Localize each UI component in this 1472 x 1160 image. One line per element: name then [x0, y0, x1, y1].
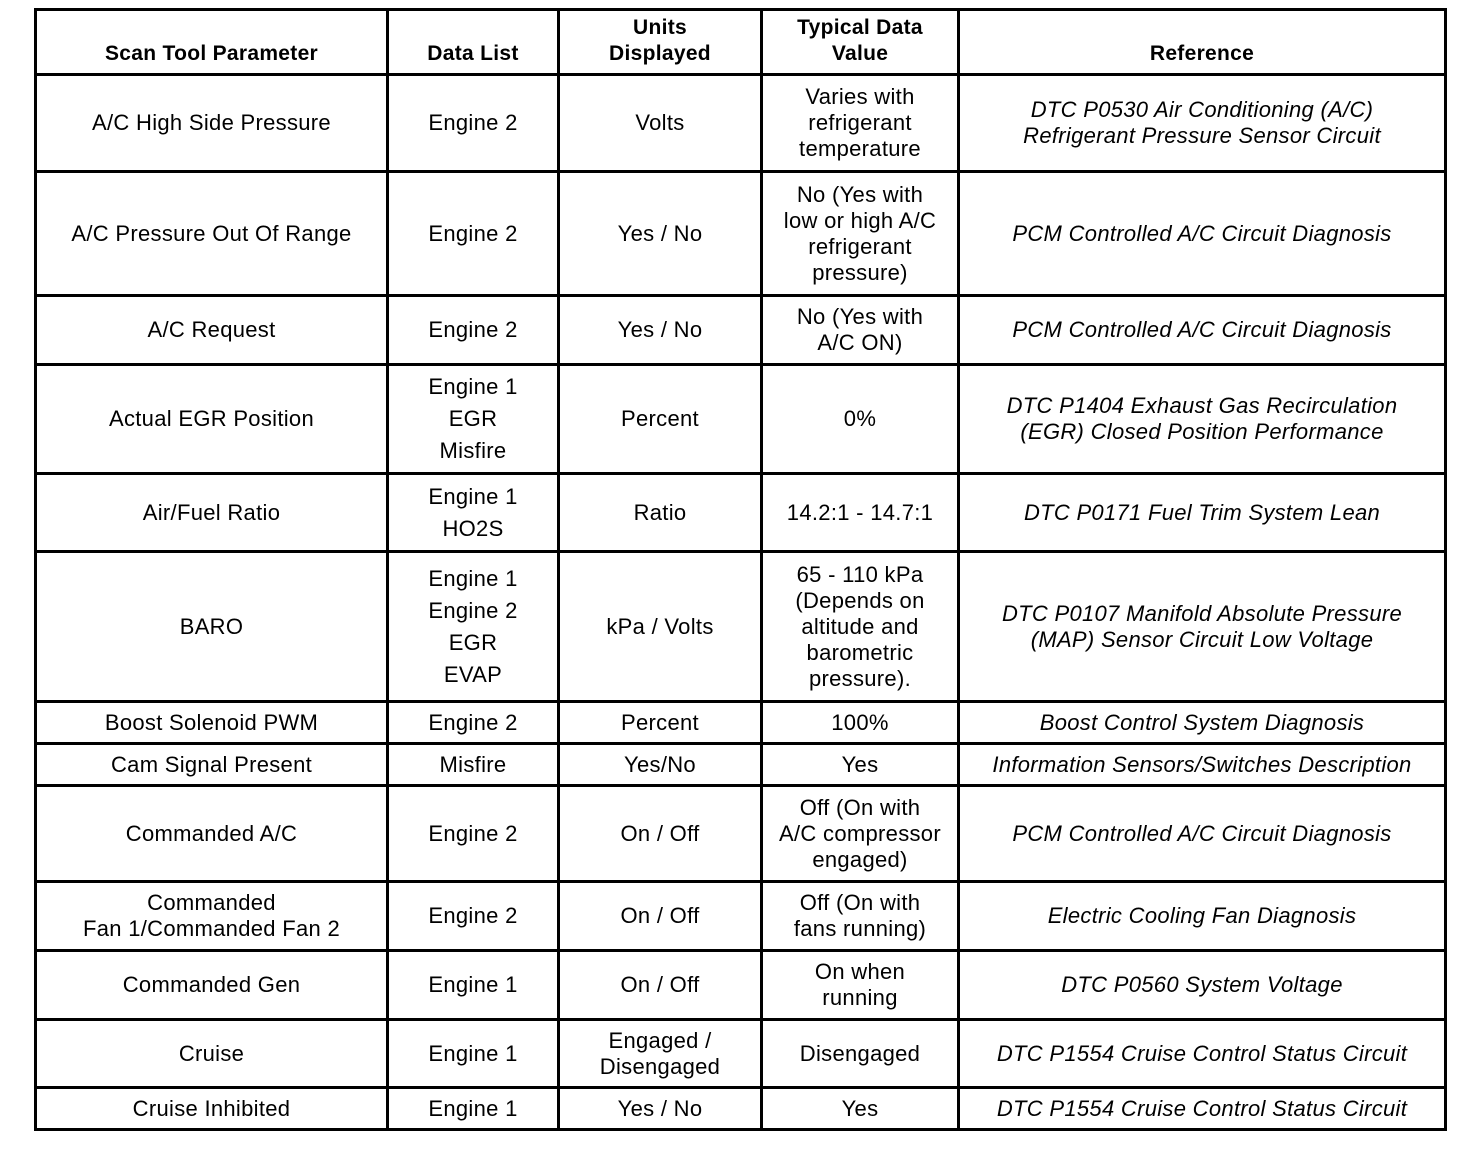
table-row: [36, 702, 1446, 744]
header-data-list: Data List: [388, 10, 559, 75]
cell-typical-value: 0%: [762, 365, 959, 474]
cell-units: Yes/No: [559, 744, 762, 786]
cell-units: On / Off: [559, 786, 762, 882]
cell-parameter: BARO: [36, 552, 388, 702]
cell-parameter: Cruise Inhibited: [36, 1088, 388, 1130]
cell-units: Percent: [559, 702, 762, 744]
cell-typical-value: 100%: [762, 702, 959, 744]
cell-data-list: Engine 2: [388, 172, 559, 296]
cell-units: Yes / No: [559, 1088, 762, 1130]
cell-parameter: A/C Request: [36, 296, 388, 365]
cell-units: Yes / No: [559, 296, 762, 365]
cell-data-list: Misfire: [388, 744, 559, 786]
table-body: [36, 75, 1446, 1130]
table-row: [36, 1020, 1446, 1088]
cell-units: Engaged / Disengaged: [559, 1020, 762, 1088]
cell-data-list: Engine 2: [388, 702, 559, 744]
cell-parameter: A/C High Side Pressure: [36, 75, 388, 172]
cell-data-list: Engine 1 HO2S: [388, 474, 559, 552]
cell-reference: DTC P1404 Exhaust Gas Recirculation (EGR) Closed Position Performance: [959, 365, 1446, 474]
cell-data-list: Engine 1: [388, 1088, 559, 1130]
table-row: [36, 951, 1446, 1020]
cell-reference: Boost Control System Diagnosis: [959, 702, 1446, 744]
header-units-displayed: Units Displayed: [559, 10, 762, 75]
cell-typical-value: Yes: [762, 1088, 959, 1130]
table-row: [36, 744, 1446, 786]
cell-reference: DTC P1554 Cruise Control Status Circuit: [959, 1088, 1446, 1130]
cell-parameter: Boost Solenoid PWM: [36, 702, 388, 744]
cell-typical-value: No (Yes with low or high A/C refrigerant pressure): [762, 172, 959, 296]
cell-typical-value: Yes: [762, 744, 959, 786]
cell-reference: PCM Controlled A/C Circuit Diagnosis: [959, 786, 1446, 882]
cell-parameter: Commanded Fan 1/Commanded Fan 2: [36, 882, 388, 951]
cell-units: Ratio: [559, 474, 762, 552]
cell-parameter: Commanded A/C: [36, 786, 388, 882]
cell-parameter: Air/Fuel Ratio: [36, 474, 388, 552]
cell-data-list: Engine 2: [388, 882, 559, 951]
cell-typical-value: 14.2:1 - 14.7:1: [762, 474, 959, 552]
cell-typical-value: Varies with refrigerant temperature: [762, 75, 959, 172]
cell-data-list: Engine 1 Engine 2 EGR EVAP: [388, 552, 559, 702]
cell-units: On / Off: [559, 951, 762, 1020]
cell-typical-value: Off (On with A/C compressor engaged): [762, 786, 959, 882]
cell-units: On / Off: [559, 882, 762, 951]
cell-parameter: Cam Signal Present: [36, 744, 388, 786]
cell-units: kPa / Volts: [559, 552, 762, 702]
cell-units: Yes / No: [559, 172, 762, 296]
table-row: [36, 75, 1446, 172]
cell-data-list: Engine 1 EGR Misfire: [388, 365, 559, 474]
table-row: [36, 474, 1446, 552]
header-scan-tool-parameter: Scan Tool Parameter: [36, 10, 388, 75]
cell-data-list: Engine 2: [388, 296, 559, 365]
cell-reference: DTC P0107 Manifold Absolute Pressure (MAP) Sensor Circuit Low Voltage: [959, 552, 1446, 702]
cell-parameter: A/C Pressure Out Of Range: [36, 172, 388, 296]
cell-parameter: Cruise: [36, 1020, 388, 1088]
cell-typical-value: On when running: [762, 951, 959, 1020]
cell-parameter: Commanded Gen: [36, 951, 388, 1020]
table-row: [36, 552, 1446, 702]
cell-units: Percent: [559, 365, 762, 474]
table-header: [36, 10, 1446, 75]
cell-units: Volts: [559, 75, 762, 172]
cell-reference: PCM Controlled A/C Circuit Diagnosis: [959, 296, 1446, 365]
cell-typical-value: No (Yes with A/C ON): [762, 296, 959, 365]
cell-typical-value: Disengaged: [762, 1020, 959, 1088]
cell-data-list: Engine 1: [388, 951, 559, 1020]
cell-reference: DTC P0530 Air Conditioning (A/C) Refrigerant Pressure Sensor Circuit: [959, 75, 1446, 172]
scan-tool-data-table: [34, 8, 1447, 1131]
cell-parameter: Actual EGR Position: [36, 365, 388, 474]
cell-reference: PCM Controlled A/C Circuit Diagnosis: [959, 172, 1446, 296]
cell-data-list: Engine 2: [388, 786, 559, 882]
cell-reference: Electric Cooling Fan Diagnosis: [959, 882, 1446, 951]
table-row: [36, 296, 1446, 365]
table-row: [36, 1088, 1446, 1130]
table-row: [36, 365, 1446, 474]
cell-reference: DTC P1554 Cruise Control Status Circuit: [959, 1020, 1446, 1088]
cell-reference: DTC P0171 Fuel Trim System Lean: [959, 474, 1446, 552]
table-row: [36, 882, 1446, 951]
table-row: [36, 172, 1446, 296]
header-reference: Reference: [959, 10, 1446, 75]
header-typical-data-value: Typical Data Value: [762, 10, 959, 75]
cell-reference: DTC P0560 System Voltage: [959, 951, 1446, 1020]
header-row: [36, 10, 1446, 75]
cell-typical-value: Off (On with fans running): [762, 882, 959, 951]
cell-data-list: Engine 1: [388, 1020, 559, 1088]
cell-data-list: Engine 2: [388, 75, 559, 172]
table-row: [36, 786, 1446, 882]
cell-typical-value: 65 - 110 kPa (Depends on altitude and barometric pressure).: [762, 552, 959, 702]
cell-reference: Information Sensors/Switches Description: [959, 744, 1446, 786]
